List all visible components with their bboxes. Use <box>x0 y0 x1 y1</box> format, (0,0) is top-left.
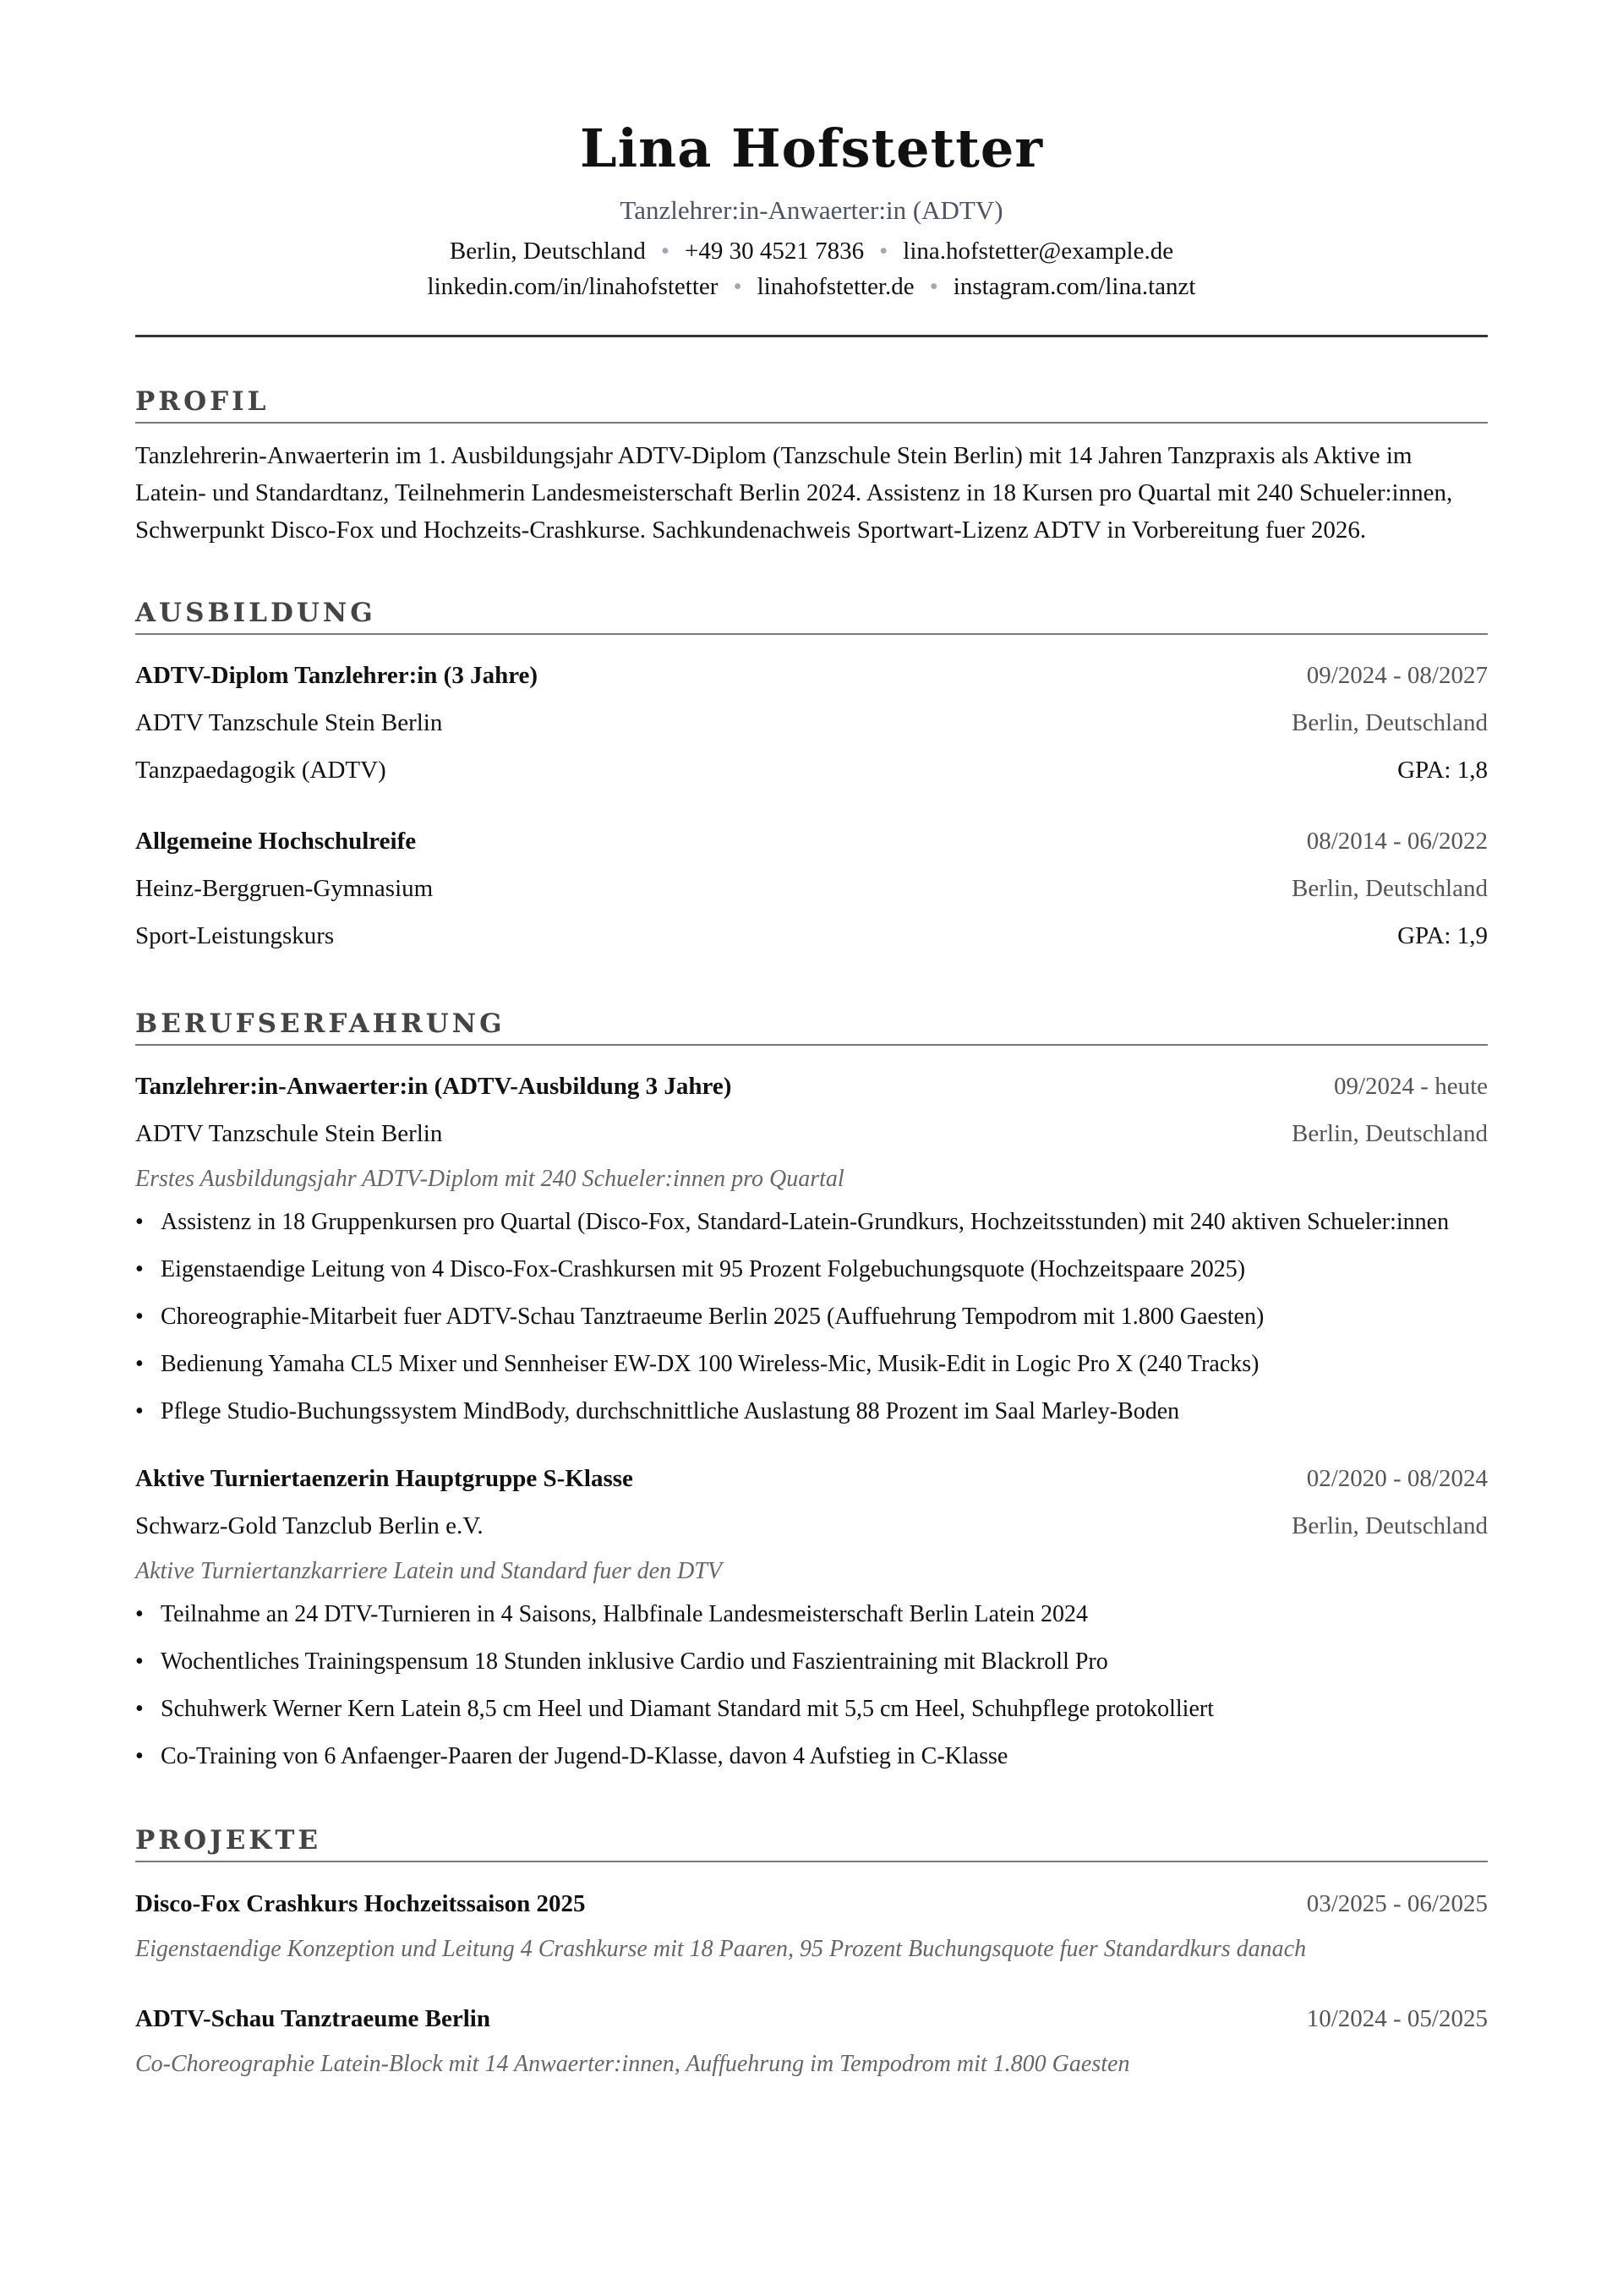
degree-title: Allgemeine Hochschulreife <box>135 828 417 855</box>
location-text: Berlin, Deutschland <box>449 238 646 265</box>
list-item: • Schuhwerk Werner Kern Latein 8,5 cm Heel und Diamant Standard mit 5,5 cm Heel, Schuhpflege protokolliert <box>135 1690 1488 1729</box>
list-item: • Eigenstaendige Leitung von 4 Disco-Fox-Crashkursen mit 95 Prozent Folgebuchungsquote (Hochzeitspaare 2025) <box>135 1250 1488 1289</box>
job-title: Tanzlehrer:in-Anwaerter:in (ADTV-Ausbildung 3 Jahre) <box>135 1073 732 1100</box>
section-heading-projects: PROJEKTE <box>135 1825 1488 1862</box>
list-item: • Wochentliches Trainingspensum 18 Stunden inklusive Cardio und Faszientraining mit Blackroll Pro <box>135 1643 1488 1681</box>
location-text: Berlin, Deutschland <box>1292 1120 1488 1147</box>
company-name: Schwarz-Gold Tanzclub Berlin e.V. <box>135 1512 484 1539</box>
field-of-study: Tanzpaedagogik (ADTV) <box>135 757 386 784</box>
location-text: Berlin, Deutschland <box>1292 875 1488 902</box>
grade-text: GPA: 1,9 <box>1397 922 1488 949</box>
institution-name: ADTV Tanzschule Stein Berlin <box>135 709 443 736</box>
entry-field-row <box>135 912 1488 959</box>
website-link[interactable]: linahofstetter.de <box>757 273 915 300</box>
role-summary: Erstes Ausbildungsjahr ADTV-Diplom mit 240 Schueler:innen pro Quartal <box>135 1166 844 1192</box>
entry-header-row <box>135 817 1488 865</box>
email-link[interactable]: lina.hofstetter@example.de <box>903 238 1174 265</box>
degree-title: ADTV-Diplom Tanzlehrer:in (3 Jahre) <box>135 662 538 689</box>
profile-section <box>135 386 1488 549</box>
list-item: • Assistenz in 18 Gruppenkursen pro Quartal (Disco-Fox, Standard-Latein-Grundkurs, Hochzeitsstunden) mit 240 aktiven Schueler:innen <box>135 1203 1488 1242</box>
project-name: ADTV-Schau Tanztraeume Berlin <box>135 2005 490 2032</box>
location-text: Berlin, Deutschland <box>1292 709 1488 736</box>
list-item: • Teilnahme an 24 DTV-Turnieren in 4 Saisons, Halbfinale Landesmeisterschaft Berlin Latein 2024 <box>135 1595 1488 1634</box>
date-range: 10/2024 - 05/2025 <box>1306 2005 1488 2032</box>
project-name: Disco-Fox Crashkurs Hochzeitssaison 2025 <box>135 1890 586 1917</box>
section-heading-profile: PROFIL <box>135 386 1488 424</box>
list-item: • Pflege Studio-Buchungssystem MindBody, durchschnittliche Auslastung 88 Prozent im Saal Marley-Boden <box>135 1392 1488 1431</box>
date-range: 03/2025 - 06/2025 <box>1306 1890 1488 1917</box>
project-entry <box>135 1994 1488 2086</box>
field-of-study: Sport-Leistungskurs <box>135 922 335 949</box>
entry-field-row <box>135 746 1488 794</box>
education-entry <box>135 817 1488 959</box>
achievement-list <box>135 1595 1488 1776</box>
projects-section <box>135 1825 1488 2086</box>
separator-dot: • <box>879 238 888 265</box>
linkedin-link[interactable]: linkedin.com/in/linahofstetter <box>427 273 719 300</box>
company-name: ADTV Tanzschule Stein Berlin <box>135 1120 443 1147</box>
entry-company-row <box>135 1502 1488 1550</box>
project-entry <box>135 1879 1488 1971</box>
candidate-title: Tanzlehrer:in-Anwaerter:in (ADTV) <box>620 195 1003 225</box>
phone-text: +49 30 4521 7836 <box>685 238 865 265</box>
entry-institution-row <box>135 699 1488 746</box>
education-section <box>135 598 1488 959</box>
institution-name: Heinz-Berggruen-Gymnasium <box>135 875 434 902</box>
job-title: Aktive Turniertaenzerin Hauptgruppe S-Klasse <box>135 1465 633 1492</box>
separator-dot: • <box>929 273 938 300</box>
experience-section <box>135 1009 1488 1776</box>
section-heading-experience: BERUFSERFAHRUNG <box>135 1009 1488 1046</box>
entry-company-row <box>135 1110 1488 1157</box>
project-description: Eigenstaendige Konzeption und Leitung 4 Crashkurse mit 18 Paaren, 95 Prozent Buchungsquote fuer Standardkurs danach <box>135 1936 1307 1962</box>
entry-header-row <box>135 1063 1488 1110</box>
entry-header-row <box>135 1455 1488 1502</box>
profile-summary: Tanzlehrerin-Anwaerterin im 1. Ausbildungsjahr ADTV-Diplom (Tanzschule Stein Berlin) mit 14 Jahren Tanzpraxis als Aktive im Latein- und Standardtanz, Teilnehmerin Landesmeisterschaft Berlin 2024. Assistenz in 18 Kursen pro Quartal mit 240 Schueler:innen, Schwerpunkt Disco-Fox und Hochzeits-Crashkurse. Sachkundenachweis Sportwart-Lizenz ADTV in Vorbereitung fuer 2026. <box>135 442 1453 544</box>
date-range: 02/2020 - 08/2024 <box>1306 1465 1488 1492</box>
project-description: Co-Choreographie Latein-Block mit 14 Anwaerter:innen, Auffuehrung im Tempodrom mit 1.800 Gaesten <box>135 2051 1130 2077</box>
resume-header <box>135 0 1488 337</box>
instagram-link[interactable]: instagram.com/lina.tanzt <box>953 273 1196 300</box>
list-item: • Co-Training von 6 Anfaenger-Paaren der Jugend-D-Klasse, davon 4 Aufstieg in C-Klasse <box>135 1737 1488 1776</box>
entry-header-row <box>135 1879 1488 1928</box>
date-range: 09/2024 - heute <box>1333 1073 1488 1100</box>
header-divider <box>135 335 1488 337</box>
location-text: Berlin, Deutschland <box>1292 1512 1488 1539</box>
date-range: 08/2014 - 06/2022 <box>1306 828 1488 855</box>
separator-dot: • <box>733 273 742 300</box>
date-range: 09/2024 - 08/2027 <box>1306 662 1488 689</box>
education-entry <box>135 652 1488 794</box>
role-summary: Aktive Turniertanzkarriere Latein und Standard fuer den DTV <box>135 1558 722 1584</box>
grade-text: GPA: 1,8 <box>1397 757 1488 784</box>
entry-institution-row <box>135 865 1488 912</box>
contact-line-1 <box>135 233 1488 269</box>
experience-entry <box>135 1063 1488 1431</box>
experience-entry <box>135 1455 1488 1776</box>
contact-line-2 <box>135 269 1488 304</box>
entry-header-row <box>135 1994 1488 2043</box>
candidate-name: Lina Hofstetter <box>580 118 1043 179</box>
list-item: • Choreographie-Mitarbeit fuer ADTV-Schau Tanztraeume Berlin 2025 (Auffuehrung Tempodrom mit 1.800 Gaesten) <box>135 1298 1488 1337</box>
section-heading-education: AUSBILDUNG <box>135 598 1488 635</box>
entry-header-row <box>135 652 1488 699</box>
separator-dot: • <box>660 238 670 265</box>
achievement-list <box>135 1203 1488 1431</box>
list-item: • Bedienung Yamaha CL5 Mixer und Sennheiser EW-DX 100 Wireless-Mic, Musik-Edit in Logic Pro X (240 Tracks) <box>135 1345 1488 1384</box>
